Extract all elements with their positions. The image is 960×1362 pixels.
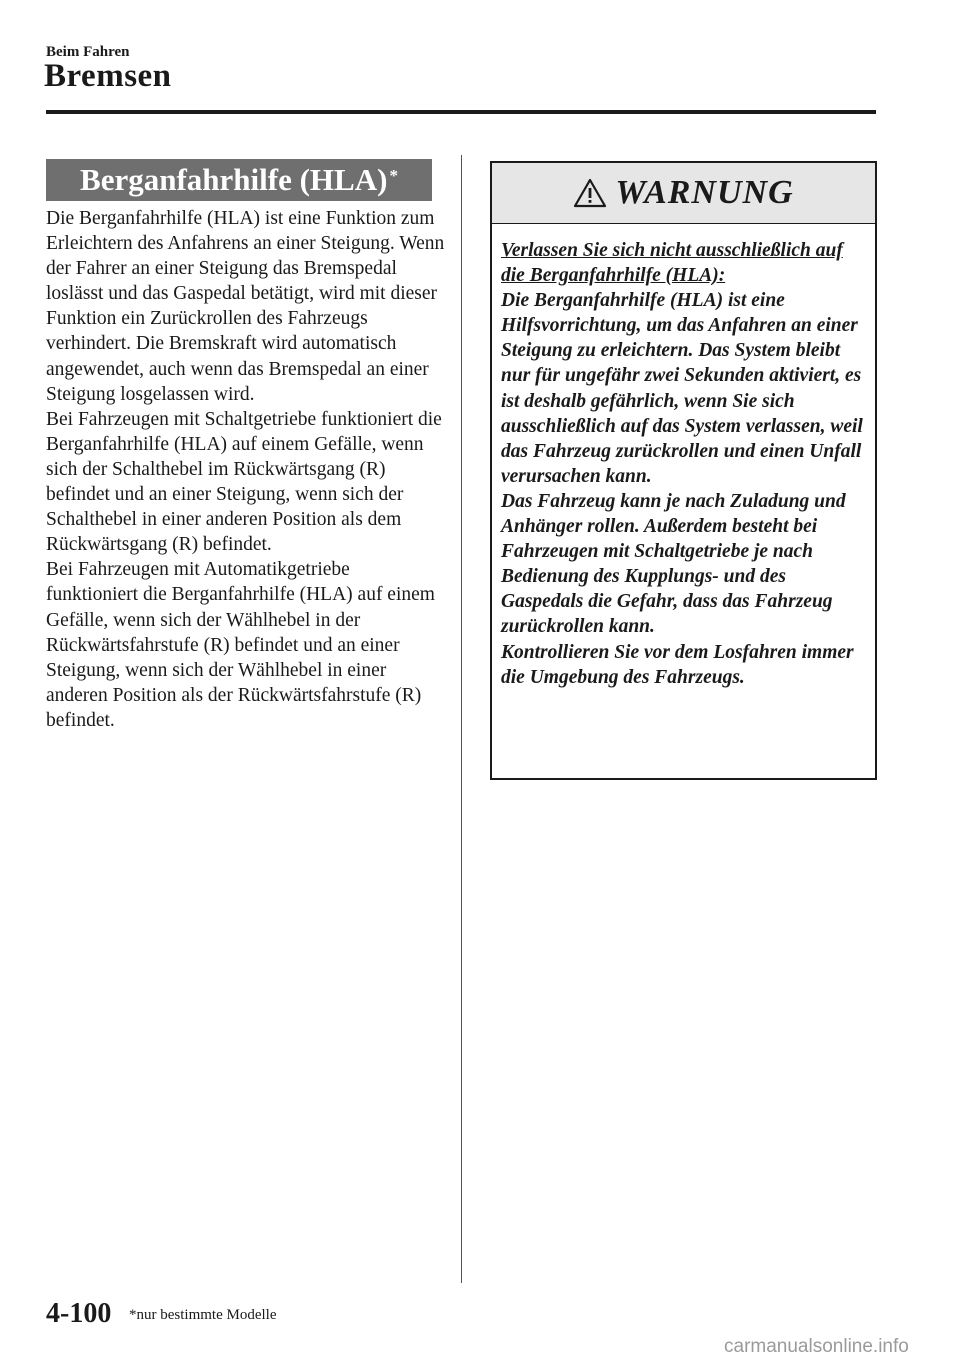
footnote: *nur bestimmte Modelle: [129, 1307, 277, 1323]
section-heading-marker: *: [389, 166, 398, 185]
section-heading: [46, 159, 432, 201]
warning-paragraph: Das Fahrzeug kann je nach Zuladung und Anhänger rollen. Außerdem besteht bei Fahrzeugen mit Schaltgetriebe je nach Bedienung des Kupplungs- und des Gaspedals die Gefahr, dass das Fahrzeug zurückrollen kann.: [501, 490, 846, 638]
section-heading-text: Berganfahrhilfe (HLA): [80, 162, 388, 197]
body-paragraph: Bei Fahrzeugen mit Schaltgetriebe funktioniert die Berganfahrhilfe (HLA) auf einem Gefälle, wenn sich der Schalthebel im Rückwärtsgang (R) befindet und an einer Steigung, wenn sich der Schalthebel in einer anderen Position als dem Rückwärtsgang (R) befindet.: [46, 408, 442, 556]
column-divider: [461, 155, 462, 1283]
page-number: 4-100: [46, 1298, 112, 1329]
warning-triangle-icon: [573, 178, 607, 208]
warning-paragraph: Kontrollieren Sie vor dem Losfahren immer die Umgebung des Fahrzeugs.: [501, 641, 854, 688]
warning-title: WARNUNG: [615, 174, 794, 211]
warning-body: [492, 224, 875, 690]
warning-heading: Verlassen Sie sich nicht ausschließlich auf die Berganfahrhilfe (HLA):: [501, 240, 843, 287]
body-paragraph: Bei Fahrzeugen mit Automatikgetriebe funktioniert die Berganfahrhilfe (HLA) auf einem Gefälle, wenn sich der Wählhebel in der Rückwärtsfahrstufe (R) befindet und an einer Steigung, wenn sich der Wählhebel in einer anderen Position als der Rückwärtsfahrstufe (R) befindet.: [46, 559, 435, 731]
warning-header: [492, 163, 875, 224]
warning-paragraph: Die Berganfahrhilfe (HLA) ist eine Hilfsvorrichtung, um das Anfahren an einer Steigung zu erleichtern. Das System bleibt nur für ungefähr zwei Sekunden aktiviert, es ist deshalb gefährlich, wenn Sie sich ausschließlich auf das System verlassen, weil das Fahrzeug zurückrollen und einen Unfall verursachen kann.: [501, 290, 863, 487]
header-rule: [46, 110, 876, 114]
watermark: carmanualsonline.info: [724, 1336, 909, 1357]
section-label: Beim Fahren: [46, 44, 130, 60]
page-title: Bremsen: [44, 58, 172, 94]
warning-box: [490, 161, 877, 780]
body-paragraph: Die Berganfahrhilfe (HLA) ist eine Funktion zum Erleichtern des Anfahrens an einer Steigung. Wenn der Fahrer an einer Steigung das Bremspedal loslässt und das Gaspedal betätigt, wird mit dieser Funktion ein Zurückrollen des Fahrzeugs verhindert. Die Bremskraft wird automatisch angewendet, auch wenn das Bremspedal an einer Steigung losgelassen wird.: [46, 208, 445, 405]
body-text: [46, 206, 446, 733]
